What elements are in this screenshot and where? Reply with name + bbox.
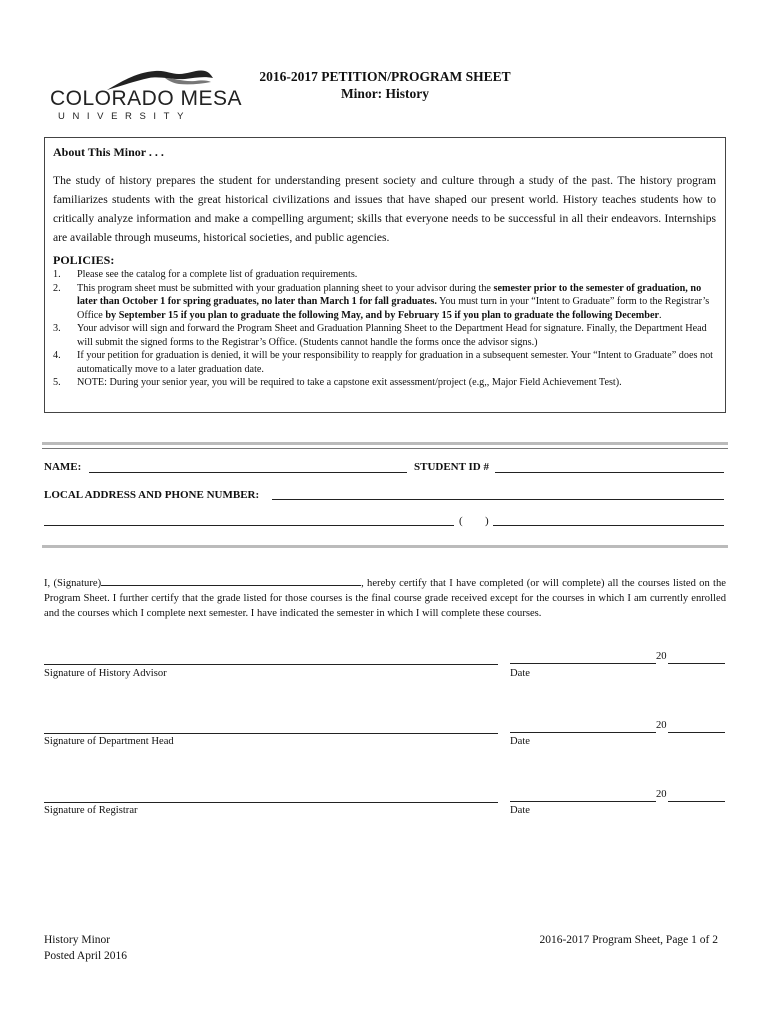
advisor-date-label: Date xyxy=(510,668,530,679)
page-subtitle: Minor: History xyxy=(340,86,430,101)
address-field-line2[interactable] xyxy=(44,525,454,526)
advisor-date-field[interactable] xyxy=(510,663,656,664)
dept-head-year-field[interactable] xyxy=(668,732,725,733)
policy-item: 2. This program sheet must be submitted with your graduation planning sheet to your advisor during the semester prior to the semester of graduation, no later than October 1 for spring graduates, no later than March 1 for fall graduates. You must turn in your “Intent to Graduate” form to the Registrar’s Office by September 15 if you plan to graduate the following May, and by February 15 if you plan to graduate the following December. xyxy=(53,282,710,321)
phone-paren-open: ( xyxy=(459,515,463,527)
advisor-year-field[interactable] xyxy=(668,663,725,664)
logo-subtext: UNIVERSITY xyxy=(58,111,192,122)
policy-item: 1. Please see the catalog for a complete list of graduation requirements. xyxy=(53,269,358,280)
footer-posted: Posted April 2016 xyxy=(44,950,128,962)
registrar-signature-label: Signature of Registrar xyxy=(44,805,138,816)
page-title: 2016-2017 PETITION/PROGRAM SHEET xyxy=(259,69,511,84)
registrar-year-prefix: 20 xyxy=(656,789,667,800)
policy-item: 4. If your petition for graduation is denied, it will be your responsibility to reapply for graduation in a subsequent semester. Your “Intent to Graduate” does not automatically move to a later graduation date. xyxy=(53,350,714,375)
advisor-year-prefix: 20 xyxy=(656,651,667,662)
certification-text: I, (Signature) , hereby certify that I have completed (or will complete) all the courses listed on the Program Sheet. I further certify that the grade listed for those courses is the final course grade received except for the courses in which I am currently enrolled and the courses which I complete next semester. I have indicated the semester in which I will complete these courses. xyxy=(44,575,726,621)
section-divider xyxy=(42,442,728,445)
certification-signature-field[interactable] xyxy=(101,575,361,586)
registrar-signature-field[interactable] xyxy=(44,802,498,803)
dept-head-signature-field[interactable] xyxy=(44,733,498,734)
section-divider xyxy=(42,448,728,449)
policy-item: 3. Your advisor will sign and forward the Program Sheet and Graduation Planning Sheet to the Department Head for signature. Finally, the Department Head will submit the signed forms to the Registrar’s Office. (Students cannot handle the forms once the advisor signs.) xyxy=(53,323,707,348)
dept-head-date-field[interactable] xyxy=(510,732,656,733)
phone-paren-close: ) xyxy=(485,515,489,527)
info-box xyxy=(44,137,726,413)
footer-program: History Minor xyxy=(44,934,111,946)
policy-item: 5. NOTE: During your senior year, you will be required to take a capstone exit assessment/project (e.g,, Major Field Achievement Test). xyxy=(53,377,622,388)
registrar-date-label: Date xyxy=(510,805,530,816)
dept-head-year-prefix: 20 xyxy=(656,720,667,731)
dept-head-date-label: Date xyxy=(510,736,530,747)
footer-left xyxy=(44,932,127,964)
phone-field[interactable] xyxy=(493,525,724,526)
name-label: NAME: xyxy=(44,461,82,473)
student-id-label: STUDENT ID # xyxy=(414,461,489,473)
footer-page-number: 2016-2017 Program Sheet, Page 1 of 2 xyxy=(539,934,718,946)
page-title-block xyxy=(190,68,580,102)
advisor-signature-label: Signature of History Advisor xyxy=(44,668,167,679)
registrar-date-field[interactable] xyxy=(510,801,656,802)
advisor-signature-field[interactable] xyxy=(44,664,498,665)
section-divider xyxy=(42,545,728,548)
about-heading: About This Minor . . . xyxy=(53,145,164,159)
dept-head-signature-label: Signature of Department Head xyxy=(44,736,174,747)
name-field[interactable] xyxy=(89,472,407,473)
student-id-field[interactable] xyxy=(495,472,724,473)
logo-wordmark: COLORADO MESA xyxy=(50,87,243,110)
policies-list xyxy=(53,268,717,390)
about-body: The study of history prepares the student for understanding present society and culture through a study of the past. The history program familiarizes students with the great historical civilizations and issues that have shaped our present world. History teaches students how to critically analyze information and make a compelling argument; skills that everyone needs to be successful in all their endeavors. Internships are available through museums, historical societies, and public agencies. xyxy=(53,174,716,244)
address-label: LOCAL ADDRESS AND PHONE NUMBER: xyxy=(44,489,260,501)
policies-heading: POLICIES: xyxy=(53,253,115,267)
registrar-year-field[interactable] xyxy=(668,801,725,802)
address-field[interactable] xyxy=(272,499,724,500)
